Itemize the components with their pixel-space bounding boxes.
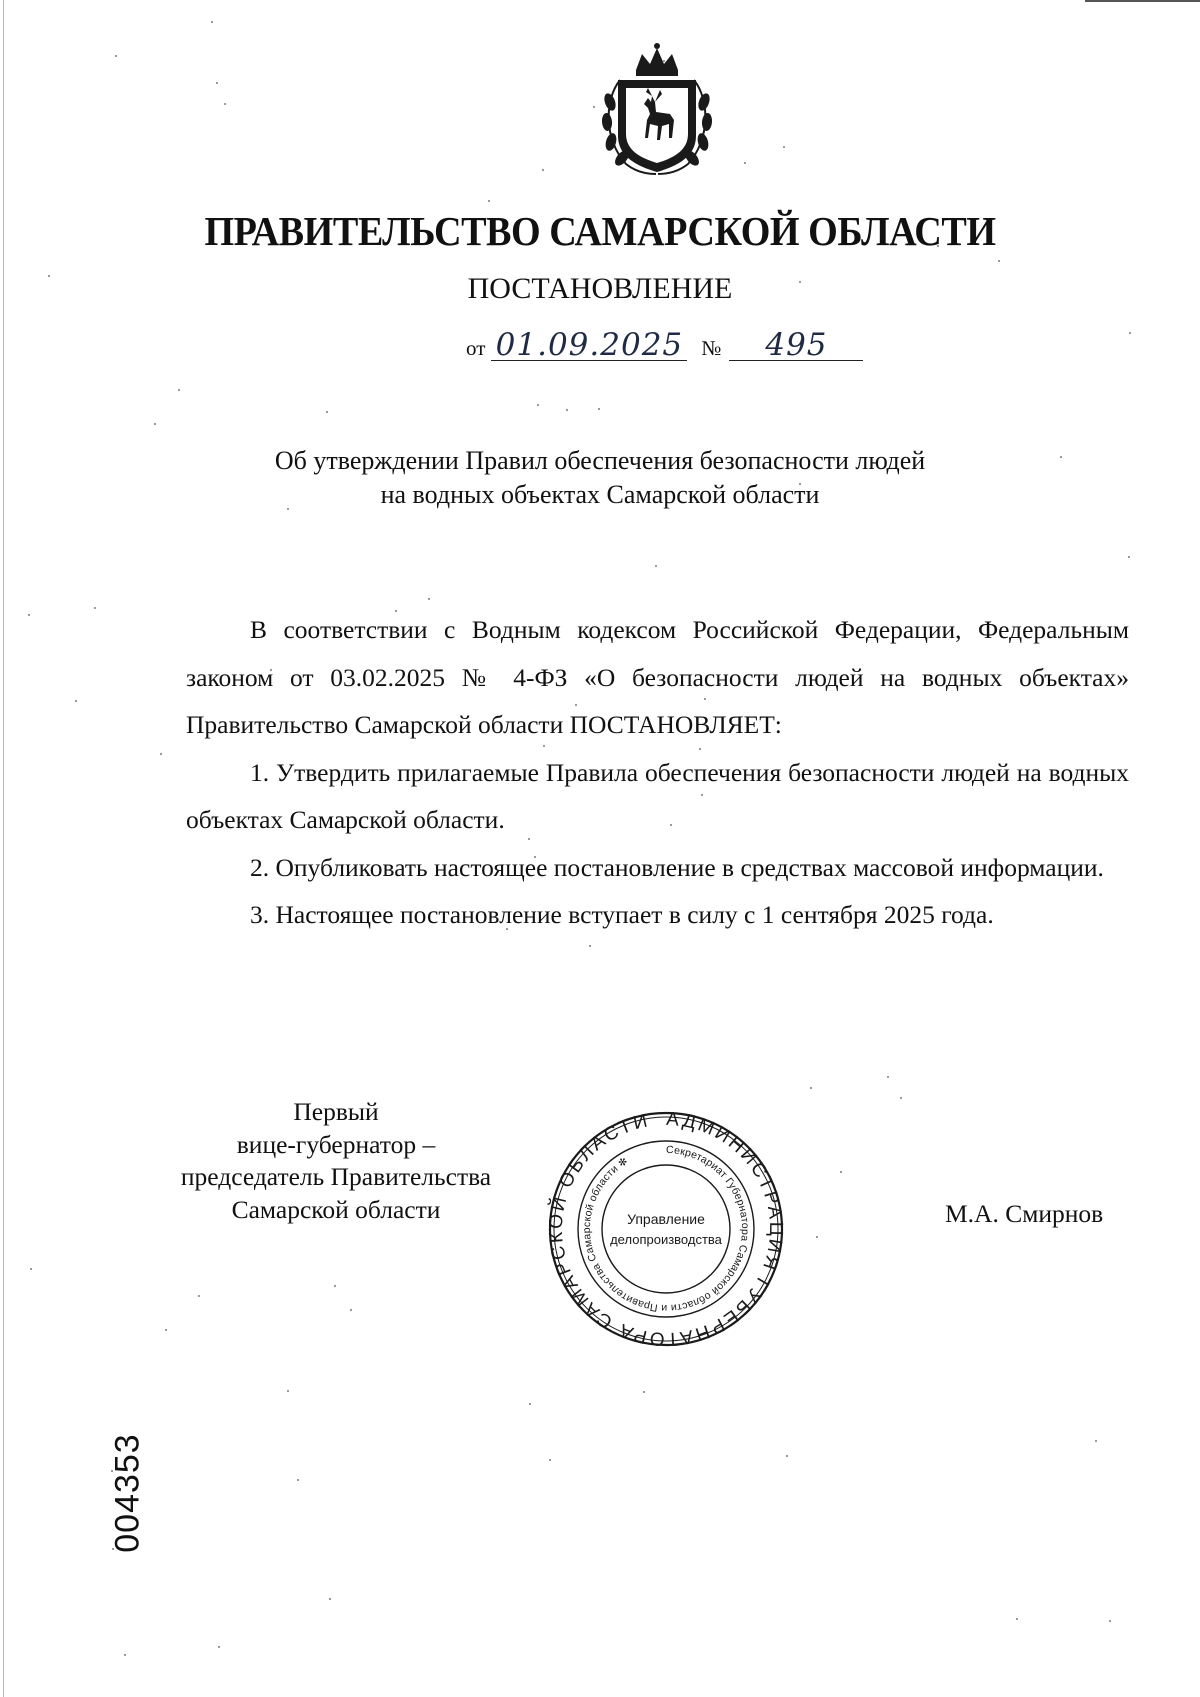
scan-speck [488, 200, 490, 202]
scan-speck [786, 1455, 788, 1457]
scan-speck [1128, 556, 1130, 558]
document-subject [0, 444, 1200, 512]
scan-speck [783, 146, 785, 148]
number-prefix: № [701, 336, 722, 360]
scan-speck [428, 598, 430, 600]
organization-title: ПРАВИТЕЛЬСТВО САМАРСКОЙ ОБЛАСТИ [204, 208, 996, 254]
handwritten-number: 495 [729, 330, 863, 361]
scan-speck [94, 607, 96, 609]
scan-speck [287, 1390, 289, 1392]
scan-speck [998, 260, 1000, 262]
scan-speck [840, 1171, 842, 1173]
scan-speck [154, 423, 156, 425]
clause-item: 2. Опубликовать настоящее постановление в средствах массовой информации. [250, 852, 1104, 882]
clause-item: 1. Утвердить прилагаемые Правила обеспечения безопасности людей на водных объектах Самарской области. [186, 757, 1129, 834]
signatory-title-line: Самарской области [231, 1194, 441, 1224]
scan-speck [160, 753, 162, 755]
clause-item: 3. Настоящее постановление вступает в силу с 1 сентября 2025 года. [250, 900, 994, 929]
scan-speck [334, 1285, 336, 1287]
signatory-title-line: вице-губернатор – [236, 1129, 436, 1159]
scan-speck [816, 1236, 818, 1238]
stamp-outer-text: АДМИНИСТРАЦИЯ ГУБЕРНАТОРА САМАРСКОЙ ОБЛАСТИ ✻ [538, 1095, 787, 1350]
date-prefix: от [466, 336, 486, 360]
scan-speck [224, 103, 226, 105]
signatory-name: М.А. Смирнов [945, 1199, 1104, 1228]
preamble: В соответствии с Водным кодексом Российской Федерации, Федеральным законом от 03.02.2025 № 4-ФЗ «О безопасности людей на водных объектах» Правительство Самарской области ПОСТАНОВЛЯЕТ: [186, 615, 1129, 739]
stamp-center-line: Управление [627, 1211, 705, 1227]
stamp-middle-text: Секретариат Губернатора Самарской области и Правительства Самарской области ✻ [580, 1143, 752, 1315]
scan-speck [655, 565, 657, 567]
scan-speck [178, 389, 180, 391]
scan-speck [887, 1076, 889, 1078]
scan-speck [115, 55, 117, 57]
scan-speck [542, 169, 544, 171]
scan-speck [198, 1295, 200, 1297]
scan-speck [211, 21, 213, 23]
date-number-line [466, 327, 863, 363]
scan-speck [598, 408, 600, 410]
scan-speck [326, 411, 328, 413]
document-body [186, 606, 1129, 939]
scan-speck [593, 106, 595, 108]
document-type: ПОСТАНОВЛЕНИЕ [467, 272, 733, 305]
subject-line: на водных объектах Самарской области [380, 480, 820, 509]
signatory-title [156, 1096, 516, 1226]
scan-speck [28, 614, 30, 616]
scan-left-edge [3, 0, 4, 1697]
scan-speck [329, 1598, 331, 1600]
scan-speck [566, 409, 568, 411]
scan-speck [900, 1097, 902, 1099]
official-seal-stamp [538, 1095, 787, 1350]
signatory-title-line: председатель Правительства [180, 1162, 492, 1191]
subject-line: Об утверждении Правил обеспечения безопасности людей [274, 446, 926, 475]
scan-speck [744, 162, 746, 164]
scan-speck [1129, 332, 1131, 334]
scan-speck [529, 1403, 531, 1405]
samara-coat-of-arms-icon [596, 40, 718, 176]
handwritten-date: 01.09.2025 [491, 330, 687, 361]
scan-speck [30, 1268, 32, 1270]
scan-speck [643, 1391, 645, 1393]
scan-speck [1095, 1440, 1097, 1442]
scan-speck [537, 404, 539, 406]
scan-speck [350, 1309, 352, 1311]
scan-speck [1109, 1620, 1111, 1622]
scan-speck [589, 945, 591, 947]
scan-top-edge [1085, 0, 1200, 2]
scan-speck [124, 1654, 126, 1656]
stamp-center-line: делопроизводства [610, 1232, 722, 1247]
scan-speck [1016, 1618, 1018, 1620]
svg-text:Секретариат Губернатора Самарс [581, 1144, 751, 1314]
registration-number: 004353 [108, 1433, 147, 1553]
scan-speck [75, 700, 77, 702]
scan-speck [549, 1459, 551, 1461]
scan-speck [218, 1646, 220, 1648]
scan-speck [216, 82, 218, 84]
scan-speck [297, 1479, 299, 1481]
signatory-title-line: Первый [293, 1097, 379, 1126]
scan-speck [165, 1329, 167, 1331]
scan-speck [810, 1087, 812, 1089]
